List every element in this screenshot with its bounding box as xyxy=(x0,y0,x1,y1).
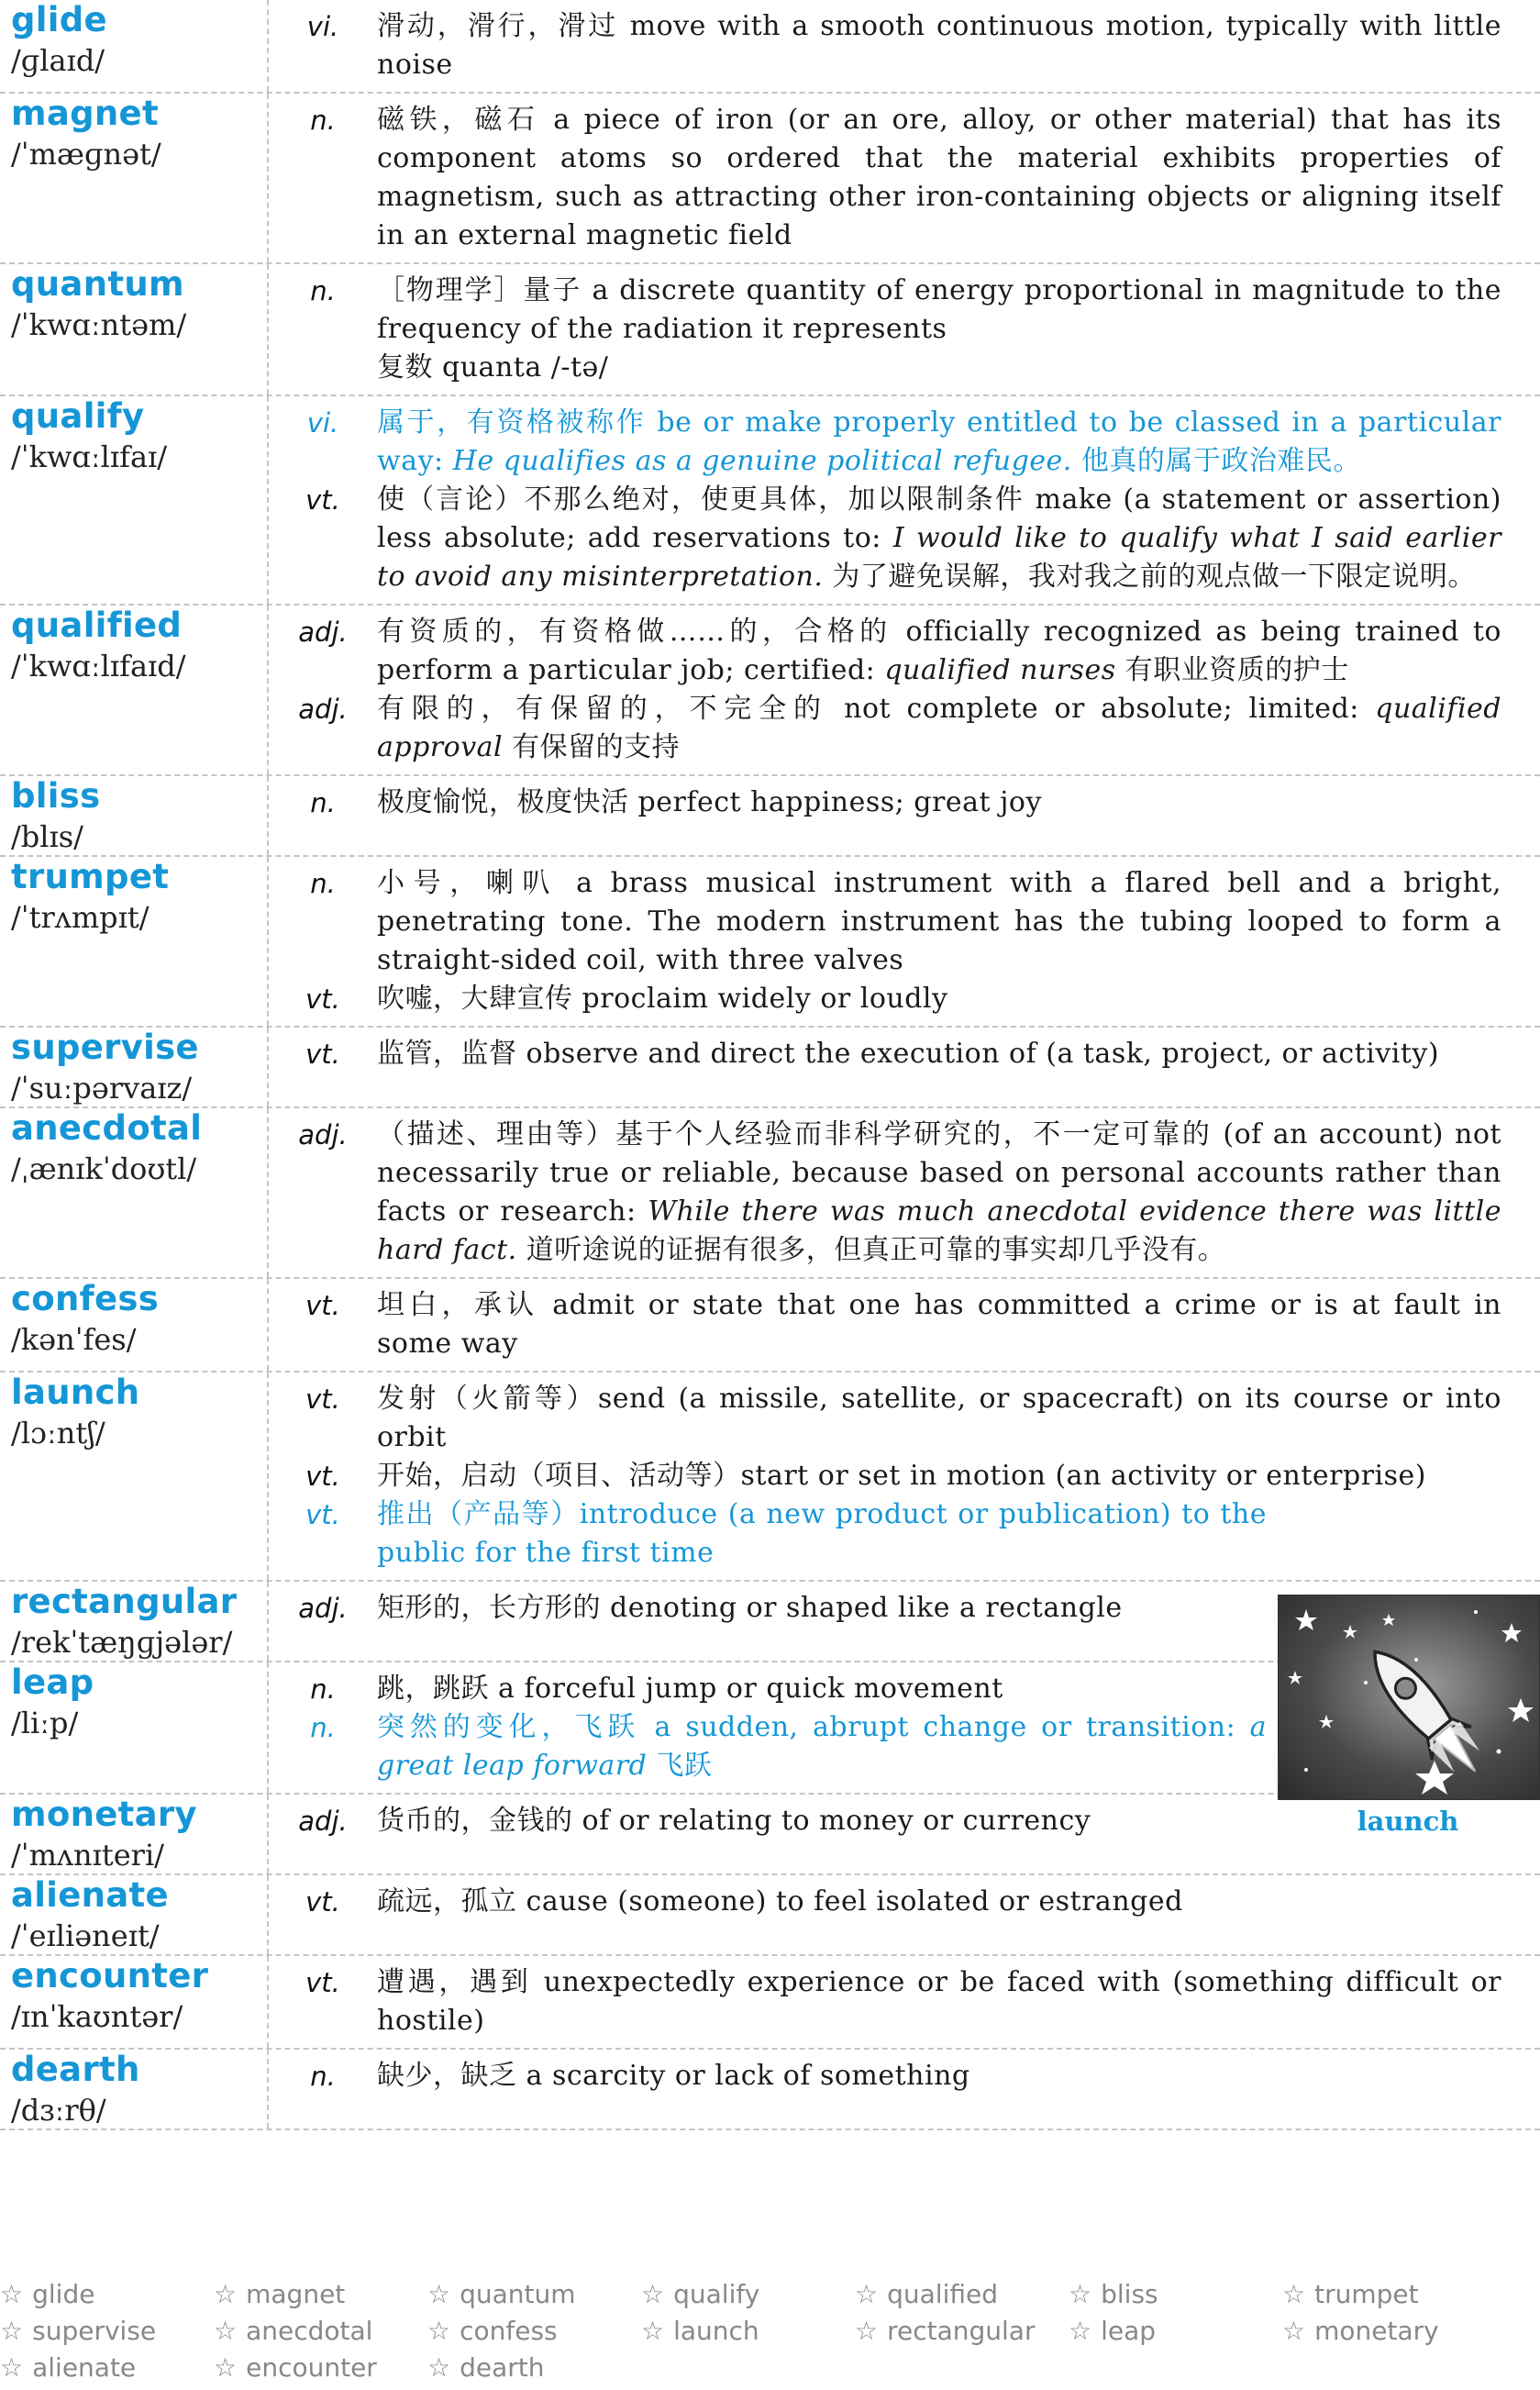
index-item-confess xyxy=(427,2314,641,2349)
index-item-leap xyxy=(1069,2314,1282,2349)
phonetic: /ɡlaɪd/ xyxy=(11,43,105,78)
definition-part: 有职业资质的护士 xyxy=(1115,654,1349,686)
star-icon: ☆ xyxy=(1282,2279,1306,2309)
part-of-speech: vt. xyxy=(305,1886,340,1918)
definition-text xyxy=(377,690,1518,767)
index-word: bliss xyxy=(1101,2279,1158,2309)
index-item-anecdotal xyxy=(214,2314,427,2349)
entry-trumpet xyxy=(0,857,1540,1028)
sense xyxy=(269,272,1518,387)
part-of-speech: adj. xyxy=(298,1806,348,1837)
headword: alienate xyxy=(11,1875,169,1915)
entry-alienate xyxy=(0,1875,1540,1956)
sense xyxy=(269,864,1518,980)
word-index xyxy=(0,2277,1540,2385)
definition-part: 使（言论）不那么绝对，使更具体，加以限制条件 make (a statement or assertion) less absolute; add reservations to: xyxy=(377,484,1501,554)
part-of-speech: vt. xyxy=(305,1384,340,1415)
definition-part: 突然的变化，飞跃 a sudden, abrupt change or transition: xyxy=(377,1711,1250,1743)
entry-head xyxy=(0,1956,269,2048)
entry-head xyxy=(0,776,269,855)
part-of-speech: n. xyxy=(310,1712,336,1743)
sense xyxy=(269,1286,1518,1363)
definitions xyxy=(269,1108,1540,1277)
definition-part: 矩形的，长方形的 denoting or shaped like a rectangle xyxy=(377,1592,1123,1624)
definition-text xyxy=(377,864,1518,980)
part-of-speech: vt. xyxy=(305,984,340,1015)
part-of-speech: adj. xyxy=(298,1119,348,1151)
definition-part: 货币的，金钱的 of or relating to money or currency xyxy=(377,1805,1091,1837)
phonetic: /ˌænɪkˈdoʊtl/ xyxy=(11,1151,197,1186)
definition-text xyxy=(377,1116,1518,1270)
definitions xyxy=(269,0,1540,92)
part-of-speech: vt. xyxy=(305,1039,340,1070)
headword: qualified xyxy=(11,606,183,645)
index-word: monetary xyxy=(1314,2316,1439,2346)
example-text: a great leap forward xyxy=(377,1711,1267,1782)
part-of-speech: n. xyxy=(310,275,336,306)
definitions xyxy=(269,606,1540,774)
definitions xyxy=(269,264,1540,395)
star-icon: ☆ xyxy=(214,2352,238,2383)
definition-part: ［物理学］量子 a discrete quantity of energy proportional in magnitude to the frequency of the radiation it represents xyxy=(377,274,1501,345)
headword: qualify xyxy=(11,396,145,436)
headword: bliss xyxy=(11,776,101,816)
definitions xyxy=(269,857,1540,1026)
entry-head xyxy=(0,396,269,604)
rocket-icon xyxy=(1279,1595,1539,1799)
entry-dearth xyxy=(0,2050,1540,2130)
star-icon: ☆ xyxy=(427,2279,451,2309)
index-word: anecdotal xyxy=(246,2316,373,2346)
phonetic: /ˈkwɑːlɪfaɪd/ xyxy=(11,649,186,684)
definition-text xyxy=(377,2057,1518,2095)
index-item-bliss xyxy=(1069,2277,1282,2312)
sense xyxy=(269,1495,1518,1573)
entry-head xyxy=(0,606,269,774)
index-word: confess xyxy=(460,2316,558,2346)
index-item-glide xyxy=(0,2277,214,2312)
definition-part: 有限的，有保留的，不完全的 not complete or absolute; limited: xyxy=(377,693,1376,725)
sense xyxy=(269,2057,1518,2095)
part-of-speech: vi. xyxy=(306,407,339,439)
index-word: magnet xyxy=(246,2279,346,2309)
entry-supervise xyxy=(0,1028,1540,1108)
star-icon: ☆ xyxy=(214,2279,238,2309)
sense xyxy=(269,613,1518,690)
phonetic: /ˈkwɑːntəm/ xyxy=(11,307,187,342)
example-text: qualified nurses xyxy=(884,654,1116,686)
star-icon: ☆ xyxy=(855,2279,879,2309)
star-icon: ☆ xyxy=(855,2316,879,2346)
sense xyxy=(269,1883,1518,1921)
index-word: launch xyxy=(673,2316,759,2346)
headword: glide xyxy=(11,0,107,39)
definition-part: 属于，有资格被称作 be or make properly entitled to be classed in a particular way: xyxy=(377,406,1501,477)
index-word: leap xyxy=(1101,2316,1157,2346)
definition-part: 推出（产品等）introduce (a new product or publication) to the public for the first time xyxy=(377,1498,1267,1569)
index-item-alienate xyxy=(0,2351,214,2385)
headword: supervise xyxy=(11,1028,199,1067)
phonetic: /ˈtrʌmpɪt/ xyxy=(11,900,150,935)
phonetic: /ɪnˈkaʊntər/ xyxy=(11,1999,183,2034)
phonetic: /dɜːrθ/ xyxy=(11,2093,106,2128)
part-of-speech: vt. xyxy=(305,1499,340,1530)
definition-part: 跳，跳跃 a forceful jump or quick movement xyxy=(377,1673,1003,1705)
index-word: alienate xyxy=(32,2352,137,2383)
definition-text xyxy=(377,1495,1283,1573)
definitions xyxy=(269,1956,1540,2048)
phonetic: /kənˈfes/ xyxy=(11,1322,137,1357)
sense xyxy=(269,481,1518,596)
phonetic: /rekˈtæŋɡjələr/ xyxy=(11,1625,233,1660)
star-icon xyxy=(1295,1609,1317,1630)
definition-part: 磁铁，磁石 a piece of iron (or an ore, alloy, or other material) that has its component atoms so ordered that the material exhibits properties of magnetism, such as attracting other iron-containing objects or aligning itself in an external magnetic field xyxy=(377,104,1501,251)
star-icon: ☆ xyxy=(0,2279,24,2309)
sense xyxy=(269,1116,1518,1270)
definition-part: 吹嘘，大肆宣传 proclaim widely or loudly xyxy=(377,983,948,1015)
part-of-speech: n. xyxy=(310,2061,336,2092)
index-item-encounter xyxy=(214,2351,427,2385)
star-icon: ☆ xyxy=(641,2279,665,2309)
headword: leap xyxy=(11,1662,94,1702)
sense xyxy=(269,404,1518,481)
definition-text xyxy=(377,404,1518,481)
definition-text xyxy=(377,101,1518,255)
definitions xyxy=(269,1875,1540,1954)
definition-part: 缺少，缺乏 a scarcity or lack of something xyxy=(377,2060,970,2092)
part-of-speech: adj. xyxy=(298,617,348,648)
index-item-quantum xyxy=(427,2277,641,2312)
star-icon xyxy=(1288,1671,1302,1684)
sense xyxy=(269,101,1518,255)
definition-text xyxy=(377,1883,1518,1921)
definition-text xyxy=(377,613,1518,690)
definition-text xyxy=(377,1670,1283,1708)
part-of-speech: vi. xyxy=(306,11,339,42)
phonetic: /ˈmʌnɪteri/ xyxy=(11,1838,164,1873)
definition-part: 有资质的，有资格做……的，合格的 officially recognized as being trained to perform a particular job; certified: xyxy=(377,616,1501,686)
star-icon xyxy=(1501,1623,1522,1642)
entry-head xyxy=(0,0,269,92)
entry-launch xyxy=(0,1373,1540,1582)
part-of-speech: adj. xyxy=(298,694,348,725)
entry-glide xyxy=(0,0,1540,94)
definition-text xyxy=(377,272,1518,387)
star-icon: ☆ xyxy=(1282,2316,1306,2346)
part-of-speech: adj. xyxy=(298,1593,348,1624)
definition-text xyxy=(377,1963,1518,2040)
definition-part: 复数 quanta /-tə/ xyxy=(377,351,609,384)
headword: anecdotal xyxy=(11,1108,203,1148)
part-of-speech: n. xyxy=(310,1673,336,1705)
entry-head xyxy=(0,2050,269,2129)
index-word: supervise xyxy=(32,2316,157,2346)
index-item-dearth xyxy=(427,2351,641,2385)
definitions xyxy=(269,94,1540,262)
index-word: dearth xyxy=(460,2352,545,2383)
entry-quantum xyxy=(0,264,1540,396)
star-icon: ☆ xyxy=(214,2316,238,2346)
definition-part: 疏远，孤立 cause (someone) to feel isolated or estranged xyxy=(377,1885,1183,1918)
star-icon: ☆ xyxy=(427,2316,451,2346)
definition-text xyxy=(377,1589,1283,1628)
star-icon xyxy=(1382,1614,1395,1626)
entry-confess xyxy=(0,1279,1540,1373)
phonetic: /blɪs/ xyxy=(11,819,83,854)
entry-head xyxy=(0,264,269,395)
entry-anecdotal xyxy=(0,1108,1540,1279)
index-item-monetary xyxy=(1282,2314,1496,2349)
headword: quantum xyxy=(11,264,184,304)
headword: trumpet xyxy=(11,857,170,896)
definition-text xyxy=(377,1286,1518,1363)
index-item-trumpet xyxy=(1282,2277,1496,2312)
headword: monetary xyxy=(11,1795,197,1834)
star-icon: ☆ xyxy=(641,2316,665,2346)
sense xyxy=(269,1380,1518,1457)
definitions xyxy=(269,776,1540,855)
definitions xyxy=(269,1279,1540,1371)
example-text: I would like to qualify what I said earlier to avoid any misinterpretation. xyxy=(377,522,1501,593)
part-of-speech: vt. xyxy=(305,1461,340,1492)
headword: magnet xyxy=(11,94,159,133)
index-item-qualify xyxy=(641,2277,855,2312)
entry-head xyxy=(0,94,269,262)
example-text: qualified approval xyxy=(377,693,1501,763)
star-icon xyxy=(1319,1715,1334,1729)
star-icon xyxy=(1508,1698,1534,1722)
index-item-qualified xyxy=(855,2277,1069,2312)
phonetic: /lɔːntʃ/ xyxy=(11,1416,105,1451)
sense xyxy=(269,690,1518,767)
definition-part: 监管，监督 observe and direct the execution of (a task, project, or activity) xyxy=(377,1038,1440,1070)
part-of-speech: vt. xyxy=(305,484,340,516)
index-item-magnet xyxy=(214,2277,427,2312)
index-word: qualify xyxy=(673,2279,760,2309)
definition-part: 有保留的支持 xyxy=(503,731,681,763)
phonetic: /ˈsuːpərvaɪz/ xyxy=(11,1071,193,1106)
part-of-speech: n. xyxy=(310,787,336,818)
definition-text xyxy=(377,1457,1518,1495)
part-of-speech: n. xyxy=(310,105,336,136)
launch-illustration xyxy=(1278,1595,1540,1800)
definition-part: （描述、理由等）基于个人经验而非科学研究的，不一定可靠的 (of an account) not necessarily true or reliable, because based on personal accounts rather than facts or research: xyxy=(377,1118,1501,1228)
definitions xyxy=(269,2050,1540,2129)
entry-head xyxy=(0,1582,269,1661)
entry-encounter xyxy=(0,1956,1540,2050)
definition-part: 小号，喇叭 a brass musical instrument with a flared bell and a bright, penetrating tone. The modern instrument has the tubing looped to form a straight-sided coil, with three valves xyxy=(377,867,1501,976)
definition-part: 为了避免误解，我对我之前的观点做一下限定说明。 xyxy=(823,561,1476,593)
definition-text xyxy=(377,1380,1518,1457)
definition-text xyxy=(377,1708,1283,1785)
entry-bliss xyxy=(0,776,1540,857)
sense xyxy=(269,1457,1518,1495)
phonetic: /liːp/ xyxy=(11,1706,79,1740)
headword: confess xyxy=(11,1279,160,1318)
definition-part: 道听途说的证据有很多，但真正可靠的事实却几乎没有。 xyxy=(516,1234,1226,1266)
example-text: While there was much anecdotal evidence there was little hard fact. xyxy=(377,1195,1501,1266)
sense xyxy=(269,7,1518,84)
entry-qualified xyxy=(0,606,1540,776)
star-icon: ☆ xyxy=(0,2316,24,2346)
part-of-speech: vt. xyxy=(305,1967,340,1998)
star-icon xyxy=(1343,1625,1357,1639)
definitions xyxy=(269,396,1540,604)
star-icon: ☆ xyxy=(427,2352,451,2383)
index-word: quantum xyxy=(460,2279,576,2309)
index-item-launch xyxy=(641,2314,855,2349)
definition-part: 飞跃 xyxy=(647,1750,713,1782)
phonetic: /ˈeɪliəneɪt/ xyxy=(11,1918,160,1953)
definition-text xyxy=(377,1035,1518,1073)
definition-part: 坦白，承认 admit or state that one has committed a crime or is at fault in some way xyxy=(377,1289,1501,1360)
star-icon: ☆ xyxy=(1069,2316,1092,2346)
headword: launch xyxy=(11,1373,140,1412)
example-text: He qualifies as a genuine political refugee. xyxy=(452,445,1072,477)
index-word: encounter xyxy=(246,2352,377,2383)
illustration-caption: launch xyxy=(1357,1806,1459,1837)
star-icon: ☆ xyxy=(1069,2279,1092,2309)
index-item-rectangular xyxy=(855,2314,1069,2349)
headword: encounter xyxy=(11,1956,209,1995)
part-of-speech: vt. xyxy=(305,1290,340,1321)
headword: dearth xyxy=(11,2050,140,2089)
definitions xyxy=(269,1373,1540,1580)
index-word: qualified xyxy=(887,2279,998,2309)
entry-head xyxy=(0,1028,269,1106)
sense xyxy=(269,1963,1518,2040)
entry-magnet xyxy=(0,94,1540,264)
definition-part: 他真的属于政治难民。 xyxy=(1071,445,1361,477)
definition-text xyxy=(377,784,1518,822)
sense xyxy=(269,980,1518,1018)
definitions xyxy=(269,1028,1540,1106)
phonetic: /ˈmæɡnət/ xyxy=(11,137,161,172)
entry-qualify xyxy=(0,396,1540,606)
entry-head xyxy=(0,1279,269,1371)
definition-part: 极度愉悦，极度快活 perfect happiness; great joy xyxy=(377,786,1042,818)
headword: rectangular xyxy=(11,1582,238,1621)
phonetic: /ˈkwɑːlɪfaɪ/ xyxy=(11,439,168,474)
entry-head xyxy=(0,857,269,1026)
entry-head xyxy=(0,1373,269,1580)
entry-head xyxy=(0,1662,269,1793)
definition-part: 遭遇，遇到 unexpectedly experience or be faced with (something difficult or hostile) xyxy=(377,1966,1501,2037)
definition-part: 开始，启动（项目、活动等）start or set in motion (an activity or enterprise) xyxy=(377,1460,1427,1492)
index-word: glide xyxy=(32,2279,95,2309)
star-icon: ☆ xyxy=(0,2352,24,2383)
sense xyxy=(269,1035,1518,1073)
definition-text xyxy=(377,481,1518,596)
index-word: trumpet xyxy=(1314,2279,1419,2309)
entry-head xyxy=(0,1108,269,1277)
entry-head xyxy=(0,1875,269,1954)
index-word: rectangular xyxy=(887,2316,1036,2346)
sense xyxy=(269,784,1518,822)
definition-part: 滑动，滑行，滑过 move with a smooth continuous motion, typically with little noise xyxy=(377,10,1501,81)
definition-text xyxy=(377,980,1518,1018)
definition-text xyxy=(377,7,1518,84)
definition-part: 发射（火箭等）send (a missile, satellite, or spacecraft) on its course or into orbit xyxy=(377,1383,1501,1453)
part-of-speech: n. xyxy=(310,868,336,899)
index-item-supervise xyxy=(0,2314,214,2349)
entry-head xyxy=(0,1795,269,1873)
